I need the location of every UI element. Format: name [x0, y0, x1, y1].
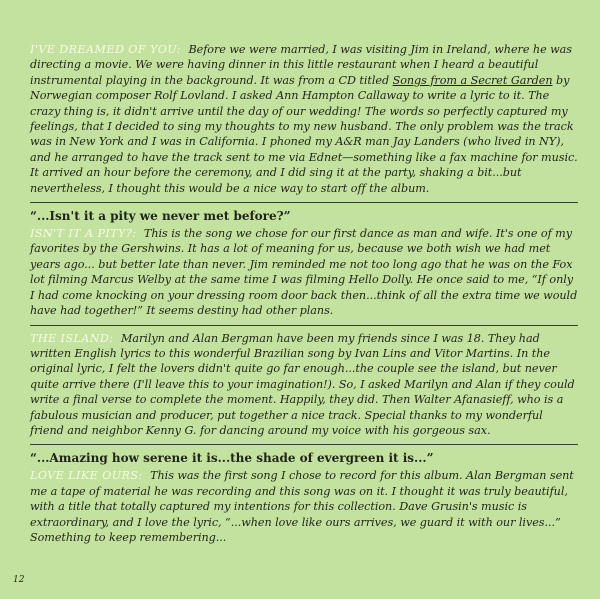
cd-title: Songs from a Secret Garden: [392, 73, 553, 87]
divider-line: [30, 325, 578, 326]
page-number: 12: [13, 575, 25, 585]
section-text: This is the song we chose for our first dance as man and wife. It's one of my favorites by the Gershwins. It has a lot of meaning for us, because we both wish we had met years ago... but better late than never. Jim reminded me not too long ago that he was on the Fox lot filming Marcus Welby at the same time I was filming Hello Dolly. He once said to me, “If only I had come knocking on your dressing room door back then...think of all the extra time we would have had together!” It seems destiny had other plans.: [30, 227, 578, 318]
section-text: Before we were married, I was visiting Jim in Ireland, where he was directing a movie. We were having dinner in this little restaurant when I heard a beautiful instrumental playing in the background. It was from a CD titled: [30, 43, 572, 87]
divider-line: [30, 444, 578, 445]
section-text: by Norwegian composer Rolf Lovland. I asked Ann Hampton Callaway to write a lyric to it. The crazy thing is, it didn't arrive until the day of our wedding! The words so perfectly captured my feelings, that I decided to sing my thoughts to my new husband. The only problem was the track was in New York and I was in California. I phoned my A&R man Jay Landers (who lived in NY), and he arranged to have the track sent to me via Ednet—something like a fax machine for music. It arrived an hour before the ceremony, and I did sing it at the party, shaking a bit...but nevertheless, I thought this would be a nice way to start off the album.: [30, 73, 578, 195]
pull-quote: “...Amazing how serene it is...the shade of evergreen it is...”: [30, 451, 434, 466]
section-the-island: [30, 331, 578, 439]
song-title: ISN'T IT A PITY?:: [30, 227, 137, 241]
pull-quote: “...Isn't it a pity we never met before?”: [30, 209, 291, 224]
divider-line: [30, 202, 578, 203]
section-text: Marilyn and Alan Bergman have been my friends since I was 18. They had written English lyrics to this wonderful Brazilian song by Ivan Lins and Vitor Martins. In the original lyric, I felt the lovers didn't quite go far enough...the couple see the island, but never quite arrive there (I'll leave this to your imagination!). So, I asked Marilyn and Alan if they could write a final verse to complete the moment. Happily, they did. Then Walter Afanasieff, who is a fabulous musician and producer, put together a nice track. Special thanks to my wonderful friend and neighbor Kenny G. for dancing around my voice with his gorgeous sax.: [30, 331, 575, 437]
section-isnt-it-a-pity: [30, 226, 578, 318]
section-ive-dreamed-of-you: [30, 42, 578, 196]
section-text: This was the first song I chose to record for this album. Alan Bergman sent me a tape of material he was recording and this song was on it. I thought it was truly beautiful, with a title that totally captured my intentions for this collection. Dave Grusin's music is extraordinary, and I love the lyric, “...when love like ours arrives, we guard it with our lives...” Something to keep remembering...: [30, 469, 574, 544]
section-love-like-ours: [30, 468, 578, 545]
song-title: THE ISLAND:: [30, 331, 114, 345]
song-title: I'VE DREAMED OF YOU:: [30, 43, 181, 56]
song-title: LOVE LIKE OURS:: [30, 469, 143, 483]
